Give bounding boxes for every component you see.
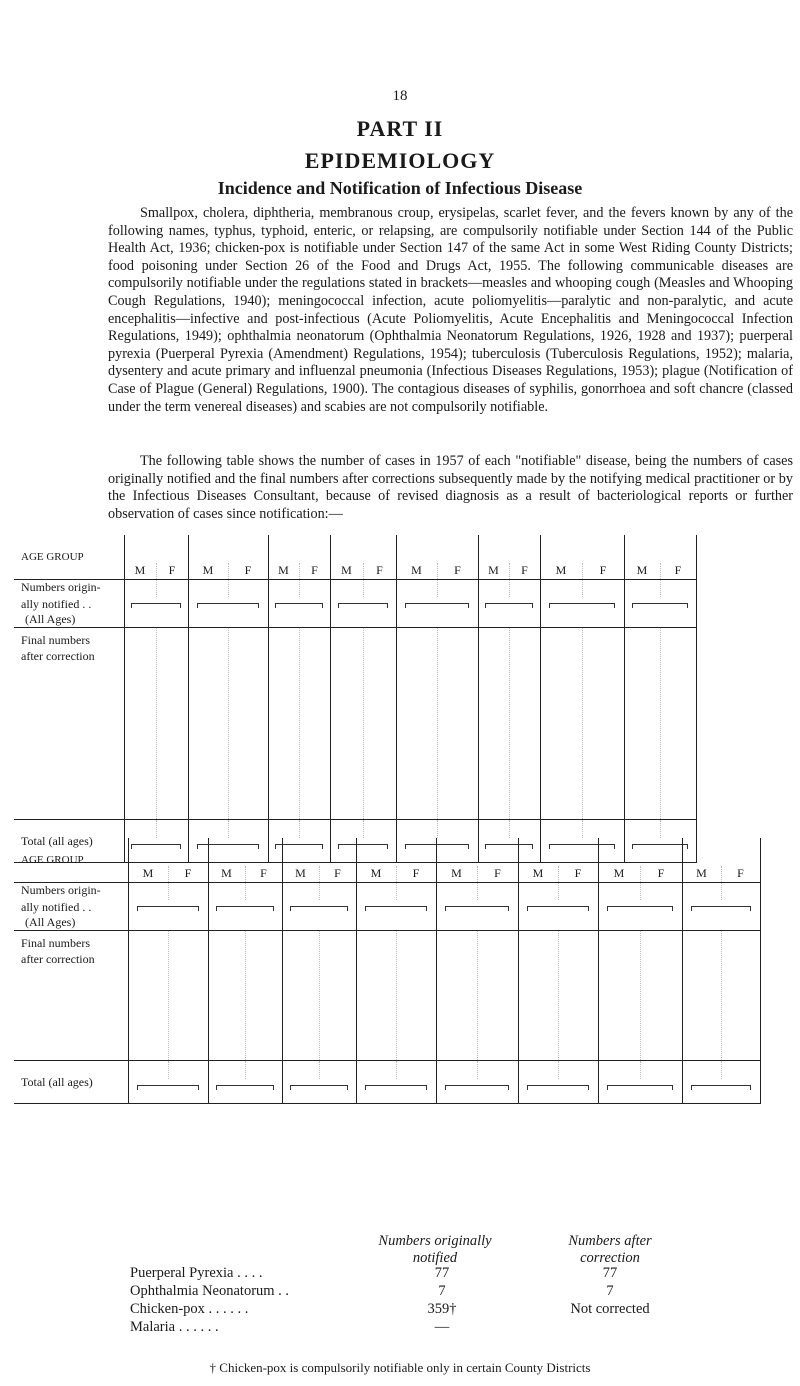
intro-paragraph: Smallpox, cholera, diphtheria, membranous croup, erysipelas, scarlet fever, and the fevers known by any of the following names, typhus, typhoid, enteric, or relapsing, are compulsorily notifiable under Section 144 of the Public Health Act, 1936; chicken-pox is notifiable under Section 147 of the same Act in some West Riding County Districts; food poisoning under Section 26 of the Food and Drugs Act, 1955. The following communicable diseases are compulsorily notifiable under the regulations stated in brackets—measles and whooping cough (Measles and Whooping Cough Regulations, 1940); meningococcal infection, acute poliomyelitis—paralytic and non-paralytic, and acute encephalitis—infective and post-infectious (Acute Poliomyelitis, Acute Encephalitis and Meningococcal Infection Regulations, 1949); ophthalmia neonatorum (Ophthalmia Neonatorum Regulations, 1926, 1928 and 1937); puerperal pyrexia (Puerperal Pyrexia (Amendment) Regulations, 1954); tuberculosis (Tuberculosis Regulations, 1952); malaria, dysentery and acute primary and influenzal pneumonia (Infectious Diseases Regulations, 1953); plague (Notification of Case of Plague (General) Regulations, 1900). The contagious diseases of syphilis, gonorrhoea and soft chancre (classed under the term venereal diseases) and scabies are not compulsorily notifiable. [108, 205, 793, 415]
final-f-column [168, 931, 208, 1061]
total-m-cell [208, 1061, 245, 1080]
final-m-column [356, 931, 396, 1061]
orig-all-cell [356, 900, 436, 931]
disease-header [518, 838, 598, 866]
sex-header-m: M [282, 866, 319, 883]
orig-f-cell [396, 883, 436, 901]
orig-m-cell [478, 580, 509, 598]
sex-header-f: F [582, 563, 624, 580]
orig-all-cell [518, 900, 598, 931]
disease-header [682, 838, 760, 866]
total-all-cell [282, 1079, 356, 1104]
total-m-cell [598, 1061, 640, 1080]
final-f-column [582, 628, 624, 820]
disease-header [268, 535, 330, 563]
total-all-cell [208, 1079, 282, 1104]
notes-header-original: Numbers originally notified [378, 1233, 492, 1266]
total-m-cell [124, 820, 156, 839]
final-m-column [624, 628, 660, 820]
final-f-column [228, 628, 268, 820]
disease-header [356, 838, 436, 866]
final-f-column [640, 931, 682, 1061]
orig-f-cell [437, 580, 478, 598]
orig-all-cell [128, 900, 208, 931]
sex-header-f: F [558, 866, 598, 883]
sex-header-f: F [319, 866, 356, 883]
total-all-cell [598, 1079, 682, 1104]
total-f-cell [660, 820, 696, 839]
orig-m-cell [436, 883, 477, 901]
final-m-column [598, 931, 640, 1061]
page-title: EPIDEMIOLOGY [304, 148, 496, 173]
orig-m-cell [396, 580, 437, 598]
final-f-column [660, 628, 696, 820]
orig-m-cell [188, 580, 228, 598]
orig-m-cell [518, 883, 558, 901]
orig-m-cell [268, 580, 299, 598]
total-m-cell [396, 820, 437, 839]
sex-header-f: F [363, 563, 396, 580]
total-f-cell [477, 1061, 518, 1080]
total-all-cell [356, 1079, 436, 1104]
orig-m-cell [598, 883, 640, 901]
orig-m-cell [624, 580, 660, 598]
orig-all-cell [208, 900, 282, 931]
row-label-total: Total (all ages) [14, 1061, 128, 1104]
disease-header [624, 535, 696, 563]
total-f-cell [319, 1061, 356, 1080]
final-m-column [128, 931, 168, 1061]
final-m-column [540, 628, 582, 820]
sex-header-m: M [624, 563, 660, 580]
sex-header-f: F [640, 866, 682, 883]
disease-header [598, 838, 682, 866]
orig-all-cell [188, 597, 268, 628]
final-f-column [156, 628, 188, 820]
orig-f-cell [156, 580, 188, 598]
sex-header-m: M [396, 563, 437, 580]
final-f-column [477, 931, 518, 1061]
orig-all-cell [682, 900, 760, 931]
row-label-originally-notified: Numbers origin- [14, 883, 128, 901]
disease-header [540, 535, 624, 563]
final-f-column [319, 931, 356, 1061]
orig-f-cell [558, 883, 598, 901]
orig-f-cell [245, 883, 282, 901]
final-f-column [245, 931, 282, 1061]
total-f-cell [363, 820, 396, 839]
final-f-column [396, 931, 436, 1061]
final-m-column [188, 628, 228, 820]
orig-m-cell [356, 883, 396, 901]
section-subtitle: Incidence and Notification of Infectious Disease [217, 178, 583, 198]
sex-header-f: F [660, 563, 696, 580]
total-m-cell [540, 820, 582, 839]
total-m-cell [682, 1061, 721, 1080]
disease-header [128, 838, 208, 866]
final-m-column [268, 628, 299, 820]
sex-header-m: M [518, 866, 558, 883]
orig-all-cell [624, 597, 696, 628]
orig-m-cell [282, 883, 319, 901]
orig-m-cell [540, 580, 582, 598]
orig-f-cell [509, 580, 540, 598]
total-all-cell [518, 1079, 598, 1104]
sex-header-m: M [128, 866, 168, 883]
notes-header-corrected: Numbers after correction [568, 1233, 652, 1266]
total-f-cell [156, 820, 188, 839]
final-f-column [558, 931, 598, 1061]
disease-header [124, 535, 188, 563]
orig-f-cell [721, 883, 760, 901]
final-f-column [509, 628, 540, 820]
sex-header-m: M [268, 563, 299, 580]
sex-header-f: F [168, 866, 208, 883]
total-m-cell [128, 1061, 168, 1080]
total-all-cell [682, 1079, 760, 1104]
age-group-header: AGE GROUP [14, 535, 124, 563]
total-f-cell [299, 820, 330, 839]
total-m-cell [356, 1061, 396, 1080]
sex-header-f: F [396, 866, 436, 883]
total-m-cell [268, 820, 299, 839]
sex-header-f: F [228, 563, 268, 580]
final-f-column [299, 628, 330, 820]
total-f-cell [509, 820, 540, 839]
page-number: 18 [392, 88, 408, 104]
total-f-cell [228, 820, 268, 839]
total-all-cell [436, 1079, 518, 1104]
orig-all-cell [282, 900, 356, 931]
orig-m-cell [682, 883, 721, 901]
total-m-cell [478, 820, 509, 839]
footnote: † Chicken-pox is compulsorily notifiable only in certain County Districts [209, 1360, 591, 1375]
orig-f-cell [363, 580, 396, 598]
final-f-column [363, 628, 396, 820]
final-m-column [478, 628, 509, 820]
sex-header-m: M [598, 866, 640, 883]
final-m-column [682, 931, 721, 1061]
sex-header-m: M [188, 563, 228, 580]
final-m-column [330, 628, 363, 820]
final-f-column [437, 628, 478, 820]
total-f-cell [245, 1061, 282, 1080]
orig-all-cell [330, 597, 396, 628]
orig-m-cell [208, 883, 245, 901]
orig-f-cell [477, 883, 518, 901]
sex-header-m: M [682, 866, 721, 883]
orig-all-cell [540, 597, 624, 628]
sex-header-m: M [356, 866, 396, 883]
orig-f-cell [660, 580, 696, 598]
sex-header-m: M [124, 563, 156, 580]
orig-f-cell [582, 580, 624, 598]
final-m-column [396, 628, 437, 820]
final-m-column [208, 931, 245, 1061]
total-m-cell [282, 1061, 319, 1080]
orig-f-cell [640, 883, 682, 901]
orig-f-cell [319, 883, 356, 901]
final-m-column [124, 628, 156, 820]
sex-header-m: M [208, 866, 245, 883]
sex-header-f: F [437, 563, 478, 580]
total-all-cell [128, 1079, 208, 1104]
row-label-all-ages: ally notified . . (All Ages) [14, 597, 124, 628]
orig-all-cell [598, 900, 682, 931]
sex-header-f: F [299, 563, 330, 580]
disease-header [188, 535, 268, 563]
sex-header-f: F [156, 563, 188, 580]
orig-m-cell [124, 580, 156, 598]
disease-header [396, 535, 478, 563]
total-f-cell [640, 1061, 682, 1080]
table-intro-paragraph: The following table shows the number of cases in 1957 of each "notifiable" disease, being the numbers of cases originally notified and the final numbers after corrections subsequently made by the notifying medical practitioner or by the Infectious Diseases Consultant, because of revised diagnosis as a result of bacteriological reports or further observation of cases since notification:— [108, 453, 793, 522]
age-group-labels: Final numbers after correction [14, 931, 128, 1061]
sex-header-m: M [478, 563, 509, 580]
final-m-column [282, 931, 319, 1061]
row-label-originally-notified: Numbers origin- [14, 580, 124, 598]
total-f-cell [396, 1061, 436, 1080]
disease-header [478, 535, 540, 563]
disease-header [330, 535, 396, 563]
final-m-column [518, 931, 558, 1061]
age-group-labels: Final numbers after correction [14, 628, 124, 820]
total-f-cell [582, 820, 624, 839]
sex-header-f: F [477, 866, 518, 883]
orig-all-cell [478, 597, 540, 628]
total-f-cell [558, 1061, 598, 1080]
part-heading: PART II [356, 116, 444, 141]
orig-all-cell [396, 597, 478, 628]
final-m-column [436, 931, 477, 1061]
total-m-cell [518, 1061, 558, 1080]
orig-all-cell [436, 900, 518, 931]
sex-header-m: M [436, 866, 477, 883]
row-label-all-ages: ally notified . . (All Ages) [14, 900, 128, 931]
orig-all-cell [124, 597, 188, 628]
sex-header-f: F [245, 866, 282, 883]
orig-m-cell [128, 883, 168, 901]
orig-m-cell [330, 580, 363, 598]
sex-header-f: F [509, 563, 540, 580]
total-f-cell [437, 820, 478, 839]
sex-header-m: M [330, 563, 363, 580]
total-f-cell [168, 1061, 208, 1080]
orig-all-cell [268, 597, 330, 628]
row-label-total: Total (all ages) [14, 820, 124, 863]
disease-header [436, 838, 518, 866]
sex-header-f: F [721, 866, 760, 883]
disease-header [282, 838, 356, 866]
total-m-cell [330, 820, 363, 839]
orig-f-cell [228, 580, 268, 598]
sex-header-m: M [540, 563, 582, 580]
age-group-header: AGE GROUP [14, 838, 128, 866]
total-f-cell [721, 1061, 760, 1080]
disease-header [208, 838, 282, 866]
orig-f-cell [299, 580, 330, 598]
orig-f-cell [168, 883, 208, 901]
total-m-cell [188, 820, 228, 839]
final-f-column [721, 931, 760, 1061]
total-m-cell [436, 1061, 477, 1080]
total-m-cell [624, 820, 660, 839]
